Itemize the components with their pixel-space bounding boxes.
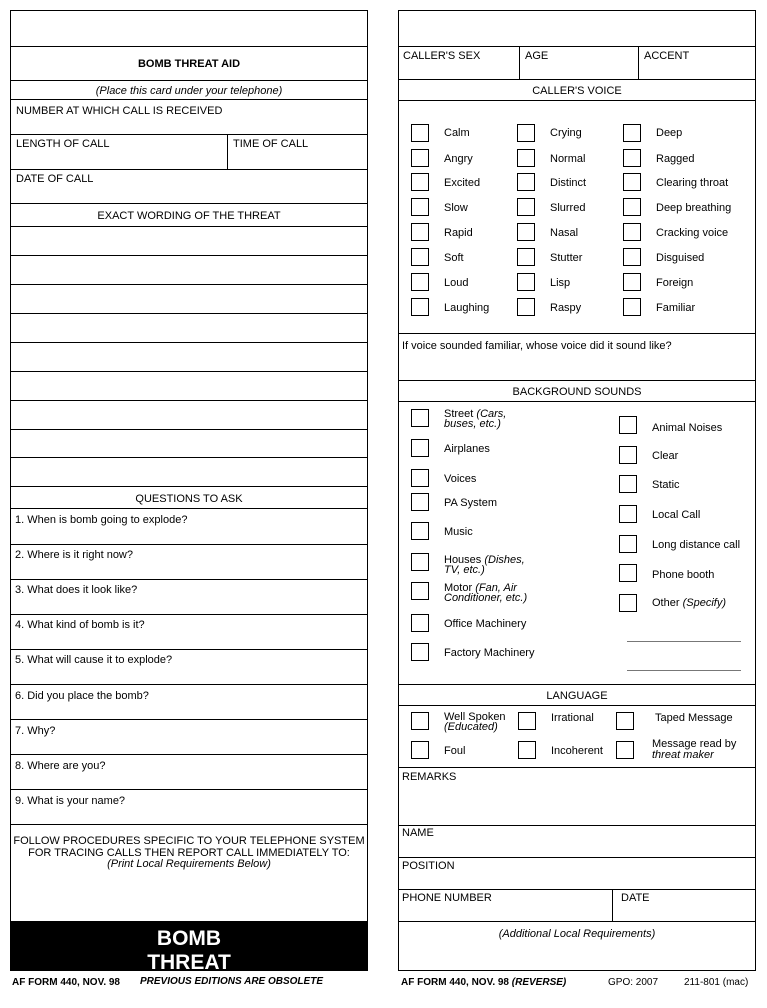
bg-street-label xyxy=(444,409,506,429)
voice-foreign-label: Foreign xyxy=(656,277,694,289)
voice-soft-checkbox[interactable] xyxy=(411,248,429,266)
name-field[interactable] xyxy=(398,840,756,857)
voice-ragged-label: Ragged xyxy=(656,153,695,165)
callers-sex-field[interactable] xyxy=(398,63,519,79)
bg-phone-booth-checkbox[interactable] xyxy=(619,564,637,582)
form-title: BOMB THREAT AID xyxy=(137,58,241,70)
voice-deep-breathing-checkbox[interactable] xyxy=(623,198,641,216)
lang-message-read-checkbox[interactable] xyxy=(616,741,634,759)
voice-soft-label: Soft xyxy=(444,252,464,264)
bg-animal-noises-checkbox[interactable] xyxy=(619,416,637,434)
age-label: AGE xyxy=(525,50,549,62)
voice-disguised-checkbox[interactable] xyxy=(623,248,641,266)
date-label: DATE xyxy=(621,892,650,904)
footer-right-form-text: AF FORM 440, NOV. 98 xyxy=(401,977,509,988)
lang-foul-checkbox[interactable] xyxy=(411,741,429,759)
lang-irrational-checkbox[interactable] xyxy=(518,712,536,730)
lang-well-spoken-label xyxy=(444,712,506,732)
bg-other-specify-line1[interactable] xyxy=(627,641,741,642)
question-8: 8. Where are you? xyxy=(15,760,106,772)
voice-cracking-label: Cracking voice xyxy=(656,227,729,239)
lang-message-read-note: threat maker xyxy=(652,749,714,761)
footer-left-form-number: AF FORM 440, NOV. 98 xyxy=(12,977,120,988)
bg-airplanes-label: Airplanes xyxy=(444,443,490,455)
bg-pa-system-checkbox[interactable] xyxy=(411,493,429,511)
bg-local-call-checkbox[interactable] xyxy=(619,505,637,523)
bg-phone-booth-label: Phone booth xyxy=(652,569,715,581)
voice-excited-label: Excited xyxy=(444,177,481,189)
date-of-call-field[interactable] xyxy=(10,186,368,203)
voice-clearing-throat-checkbox[interactable] xyxy=(623,173,641,191)
bg-motor-label xyxy=(444,583,527,603)
question-9: 9. What is your name? xyxy=(15,795,126,807)
voice-lisp-label: Lisp xyxy=(550,277,571,289)
voice-crying-checkbox[interactable] xyxy=(517,124,535,142)
familiar-voice-question: If voice sounded familiar, whose voice did it sound like? xyxy=(402,340,672,352)
voice-slow-checkbox[interactable] xyxy=(411,198,429,216)
bg-animal-noises-label: Animal Noises xyxy=(652,422,723,434)
bg-street-note1: (Cars, xyxy=(476,408,507,420)
background-sounds-header: BACKGROUND SOUNDS xyxy=(512,386,642,398)
age-field[interactable] xyxy=(520,63,638,79)
bg-other-text: Other xyxy=(652,597,680,609)
bg-voices-checkbox[interactable] xyxy=(411,469,429,487)
lang-taped-message-label: Taped Message xyxy=(655,712,733,724)
voice-deep-label: Deep xyxy=(656,127,683,139)
additional-requirements-label: (Additional Local Requirements) xyxy=(498,928,656,940)
voice-stutter-label: Stutter xyxy=(550,252,583,264)
voice-lisp-checkbox[interactable] xyxy=(517,273,535,291)
voice-deep-breathing-label: Deep breathing xyxy=(656,202,732,214)
question-2: 2. Where is it right now? xyxy=(15,549,133,561)
phone-number-field[interactable] xyxy=(398,905,612,921)
bg-houses-checkbox[interactable] xyxy=(411,553,429,571)
local-requirements-field[interactable] xyxy=(10,872,368,920)
footer-gpo: GPO: 2007 xyxy=(608,977,659,988)
bg-clear-label: Clear xyxy=(652,450,679,462)
follow-procedures-line1: FOLLOW PROCEDURES SPECIFIC TO YOUR TELEPHONE SYSTEM xyxy=(13,835,365,847)
bg-street-checkbox[interactable] xyxy=(411,409,429,427)
time-of-call-field[interactable] xyxy=(228,151,368,169)
bg-other-label xyxy=(652,597,726,609)
lang-irrational-label: Irrational xyxy=(551,712,594,724)
bg-houses-note1: (Dishes, xyxy=(484,554,525,566)
bg-street-note2: buses, etc.) xyxy=(444,418,501,430)
length-of-call-field[interactable] xyxy=(10,151,227,169)
bg-local-call-label: Local Call xyxy=(652,509,701,521)
bg-houses-text: Houses xyxy=(444,554,482,566)
voice-distinct-checkbox[interactable] xyxy=(517,173,535,191)
position-label: POSITION xyxy=(402,860,455,872)
voice-loud-label: Loud xyxy=(444,277,469,289)
voice-normal-checkbox[interactable] xyxy=(517,149,535,167)
voice-ragged-checkbox[interactable] xyxy=(623,149,641,167)
footer-code: 211-801 (mac) xyxy=(684,977,749,988)
additional-requirements-field[interactable] xyxy=(398,942,756,970)
date-field[interactable] xyxy=(613,905,756,921)
language-header: LANGUAGE xyxy=(546,690,608,702)
bg-airplanes-checkbox[interactable] xyxy=(411,439,429,457)
remarks-label: REMARKS xyxy=(402,771,457,783)
voice-calm-label: Calm xyxy=(444,127,470,139)
position-field[interactable] xyxy=(398,873,756,889)
lang-taped-message-checkbox[interactable] xyxy=(616,712,634,730)
accent-label: ACCENT xyxy=(644,50,690,62)
time-of-call-label: TIME OF CALL xyxy=(233,138,309,150)
number-received-label: NUMBER AT WHICH CALL IS RECEIVED xyxy=(16,105,223,117)
question-7: 7. Why? xyxy=(15,725,56,737)
voice-foreign-checkbox[interactable] xyxy=(623,273,641,291)
voice-rapid-label: Rapid xyxy=(444,227,473,239)
bg-long-distance-checkbox[interactable] xyxy=(619,535,637,553)
voice-stutter-checkbox[interactable] xyxy=(517,248,535,266)
follow-procedures-line3: (Print Local Requirements Below) xyxy=(107,858,271,870)
placement-instruction: (Place this card under your telephone) xyxy=(95,85,283,97)
question-3: 3. What does it look like? xyxy=(15,584,138,596)
voice-raspy-checkbox[interactable] xyxy=(517,298,535,316)
name-label: NAME xyxy=(402,827,434,839)
voice-normal-label: Normal xyxy=(550,153,586,165)
voice-distinct-label: Distinct xyxy=(550,177,587,189)
bg-motor-checkbox[interactable] xyxy=(411,582,429,600)
voice-laughing-label: Laughing xyxy=(444,302,490,314)
exact-wording-label: EXACT WORDING OF THE THREAT xyxy=(97,210,281,222)
bg-music-label: Music xyxy=(444,526,473,538)
bg-other-note: (Specify) xyxy=(682,597,726,609)
callers-sex-label: CALLER'S SEX xyxy=(403,50,481,62)
lang-well-spoken-text: Well Spoken xyxy=(444,711,506,723)
bg-motor-note2: Conditioner, etc.) xyxy=(444,592,528,604)
lang-well-spoken-note: (Educated) xyxy=(444,721,498,733)
voice-slurred-label: Slurred xyxy=(550,202,586,214)
bg-static-checkbox[interactable] xyxy=(619,475,637,493)
accent-field[interactable] xyxy=(639,63,756,79)
bomb-threat-banner xyxy=(10,921,368,971)
lang-incoherent-checkbox[interactable] xyxy=(518,741,536,759)
voice-familiar-checkbox[interactable] xyxy=(623,298,641,316)
remarks-field[interactable] xyxy=(398,784,756,825)
phone-number-label: PHONE NUMBER xyxy=(402,892,492,904)
bg-music-checkbox[interactable] xyxy=(411,522,429,540)
voice-angry-label: Angry xyxy=(444,153,473,165)
question-1: 1. When is bomb going to explode? xyxy=(15,514,188,526)
bg-clear-checkbox[interactable] xyxy=(619,446,637,464)
familiar-voice-field[interactable] xyxy=(398,354,756,380)
lang-message-read-text: Message read by xyxy=(652,738,737,750)
question-6: 6. Did you place the bomb? xyxy=(15,690,149,702)
voice-calm-checkbox[interactable] xyxy=(411,124,429,142)
lang-message-read-label xyxy=(652,739,736,761)
banner-text: BOMB THREAT xyxy=(147,927,231,971)
questions-to-ask-label: QUESTIONS TO ASK xyxy=(135,493,243,505)
voice-loud-checkbox[interactable] xyxy=(411,273,429,291)
lang-foul-label: Foul xyxy=(444,745,466,757)
voice-raspy-label: Raspy xyxy=(550,302,582,314)
bg-other-checkbox[interactable] xyxy=(619,594,637,612)
follow-procedures-line2: FOR TRACING CALLS THEN REPORT CALL IMMEDIATELY TO: xyxy=(28,847,350,859)
threat-wording-field[interactable] xyxy=(10,227,368,486)
bg-houses-label xyxy=(444,555,525,575)
voice-nasal-label: Nasal xyxy=(550,227,579,239)
bg-office-machinery-checkbox[interactable] xyxy=(411,614,429,632)
lang-well-spoken-checkbox[interactable] xyxy=(411,712,429,730)
bg-other-specify-line2[interactable] xyxy=(627,670,741,671)
voice-laughing-checkbox[interactable] xyxy=(411,298,429,316)
bg-motor-text: Motor xyxy=(444,582,473,594)
bg-factory-machinery-label: Factory Machinery xyxy=(444,647,535,659)
bg-factory-machinery-checkbox[interactable] xyxy=(411,643,429,661)
callers-voice-header: CALLER'S VOICE xyxy=(532,85,622,97)
question-4: 4. What kind of bomb is it? xyxy=(15,619,145,631)
voice-slow-label: Slow xyxy=(444,202,468,214)
voice-cracking-checkbox[interactable] xyxy=(623,223,641,241)
footer-left-obsolete-note: PREVIOUS EDITIONS ARE OBSOLETE xyxy=(140,976,323,987)
question-5: 5. What will cause it to explode? xyxy=(15,654,173,666)
lang-incoherent-label: Incoherent xyxy=(551,745,603,757)
voice-nasal-checkbox[interactable] xyxy=(517,223,535,241)
date-of-call-label: DATE OF CALL xyxy=(16,173,94,185)
voice-clearing-throat-label: Clearing throat xyxy=(656,177,729,189)
bg-houses-note2: TV, etc.) xyxy=(444,564,485,576)
voice-angry-checkbox[interactable] xyxy=(411,149,429,167)
voice-rapid-checkbox[interactable] xyxy=(411,223,429,241)
voice-crying-label: Crying xyxy=(550,127,582,139)
length-of-call-label: LENGTH OF CALL xyxy=(16,138,110,150)
bg-static-label: Static xyxy=(652,479,680,491)
bg-voices-label: Voices xyxy=(444,473,477,485)
footer-right-form-number xyxy=(401,977,566,989)
voice-familiar-label: Familiar xyxy=(656,302,696,314)
bg-long-distance-label: Long distance call xyxy=(652,539,741,551)
voice-deep-checkbox[interactable] xyxy=(623,124,641,142)
voice-slurred-checkbox[interactable] xyxy=(517,198,535,216)
footer-right-reverse: (REVERSE) xyxy=(511,977,567,988)
bg-street-text: Street xyxy=(444,408,474,420)
voice-excited-checkbox[interactable] xyxy=(411,173,429,191)
bg-pa-system-label: PA System xyxy=(444,497,497,509)
bg-office-machinery-label: Office Machinery xyxy=(444,618,527,630)
bg-motor-note1: (Fan, Air xyxy=(475,582,517,594)
voice-disguised-label: Disguised xyxy=(656,252,705,264)
number-received-field[interactable] xyxy=(10,118,368,134)
